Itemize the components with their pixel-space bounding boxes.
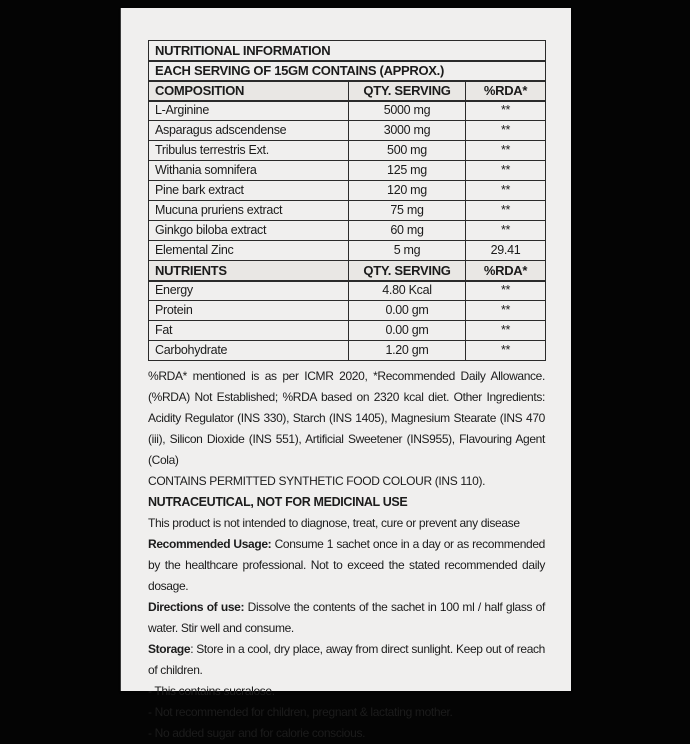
storage-instructions: [148, 639, 545, 681]
table-row: [149, 301, 546, 321]
nutrient-qty: 4.80 Kcal: [349, 281, 466, 301]
ingredient-qty: 125 mg: [349, 161, 466, 181]
ingredient-rda: **: [466, 181, 546, 201]
table-row: [149, 241, 546, 261]
ingredient-qty: 3000 mg: [349, 121, 466, 141]
rda-col-header: %RDA*: [466, 261, 546, 281]
label-content: [148, 40, 545, 744]
colour-note: CONTAINS PERMITTED SYNTHETIC FOOD COLOUR (INS 110).: [148, 474, 486, 488]
nutrients-col-header: NUTRIENTS: [149, 261, 349, 281]
ingredient-name: Tribulus terrestris Ext.: [149, 141, 349, 161]
table-row: [149, 101, 546, 121]
ingredient-qty: 75 mg: [349, 201, 466, 221]
table-title: NUTRITIONAL INFORMATION: [149, 41, 546, 61]
ingredient-qty: 500 mg: [349, 141, 466, 161]
directions-of-use: [148, 597, 545, 639]
table-subtitle-row: [149, 61, 546, 81]
nutrient-rda: **: [466, 281, 546, 301]
ingredient-rda: **: [466, 121, 546, 141]
product-label-panel: [121, 8, 571, 740]
ingredient-rda: **: [466, 161, 546, 181]
ingredient-rda: 29.41: [466, 241, 546, 261]
bullet-note: - No added sugar and for calorie conscious.: [148, 726, 366, 740]
recommended-usage-text: Consume 1 sachet once in a day or as recommended by the healthcare professional. Not to exceed the stated recommended daily dosage.: [148, 537, 545, 593]
nutrient-name: Fat: [149, 321, 349, 341]
directions-text: Dissolve the contents of the sachet in 100 ml / half glass of water. Stir well and consume.: [148, 600, 545, 635]
ingredient-name: Asparagus adscendense: [149, 121, 349, 141]
ingredient-name: Ginkgo biloba extract: [149, 221, 349, 241]
table-row: [149, 141, 546, 161]
table-row: [149, 341, 546, 361]
table-row: [149, 201, 546, 221]
rda-col-header: %RDA*: [466, 81, 546, 101]
ingredient-qty: 60 mg: [349, 221, 466, 241]
ingredient-rda: **: [466, 141, 546, 161]
nutrient-name: Protein: [149, 301, 349, 321]
qty-col-header: QTY. SERVING: [349, 81, 466, 101]
nutrient-rda: **: [466, 341, 546, 361]
recommended-usage: [148, 534, 545, 597]
nutrient-name: Carbohydrate: [149, 341, 349, 361]
composition-header-row: [149, 81, 546, 101]
table-row: [149, 181, 546, 201]
table-subtitle: EACH SERVING OF 15GM CONTAINS (APPROX.): [149, 61, 546, 81]
ingredient-name: Elemental Zinc: [149, 241, 349, 261]
ingredient-rda: **: [466, 221, 546, 241]
nutrient-qty: 1.20 gm: [349, 341, 466, 361]
composition-col-header: COMPOSITION: [149, 81, 349, 101]
table-row: [149, 221, 546, 241]
storage-label: Storage: [148, 642, 191, 656]
table-row: [149, 321, 546, 341]
nutrient-qty: 0.00 gm: [349, 321, 466, 341]
nutrient-rda: **: [466, 321, 546, 341]
directions-label: Directions of use:: [148, 600, 245, 614]
table-row: [149, 121, 546, 141]
ingredient-qty: 5000 mg: [349, 101, 466, 121]
ingredient-name: Mucuna pruriens extract: [149, 201, 349, 221]
nutrient-qty: 0.00 gm: [349, 301, 466, 321]
ingredient-name: Pine bark extract: [149, 181, 349, 201]
nutrition-table: [148, 40, 546, 361]
disclaimer-text: This product is not intended to diagnose, treat, cure or prevent any disease: [148, 516, 520, 530]
nutrient-rda: **: [466, 301, 546, 321]
nutrients-header-row: [149, 261, 546, 281]
ingredient-qty: 120 mg: [349, 181, 466, 201]
nutrient-name: Energy: [149, 281, 349, 301]
ingredient-rda: **: [466, 201, 546, 221]
ingredient-name: L-Arginine: [149, 101, 349, 121]
nutraceutical-heading: NUTRACEUTICAL, NOT FOR MEDICINAL USE: [148, 495, 408, 509]
table-row: [149, 161, 546, 181]
rda-note: %RDA* mentioned is as per ICMR 2020, *Recommended Daily Allowance. (%RDA) Not Established; %RDA based on 2320 kcal diet. Other Ingredients: Acidity Regulator (INS 330), Starch (INS 1405), Magnesium Stearate (INS 470 (iii), Silicon Dioxide (INS 551), Artificial Sweetener (INS955), Flavouring Agent (Cola): [148, 369, 545, 467]
ingredient-qty: 5 mg: [349, 241, 466, 261]
label-notes: [148, 366, 545, 744]
table-row: [149, 281, 546, 301]
storage-text: : Store in a cool, dry place, away from direct sunlight. Keep out of reach of children.: [148, 642, 545, 677]
table-title-row: [149, 41, 546, 61]
recommended-usage-label: Recommended Usage:: [148, 537, 272, 551]
qty-col-header: QTY. SERVING: [349, 261, 466, 281]
ingredient-rda: **: [466, 101, 546, 121]
bullet-note: - This contains sucralose.: [148, 684, 275, 698]
bullet-note: - Not recommended for children, pregnant & lactating mother.: [148, 705, 453, 719]
ingredient-name: Withania somnifera: [149, 161, 349, 181]
